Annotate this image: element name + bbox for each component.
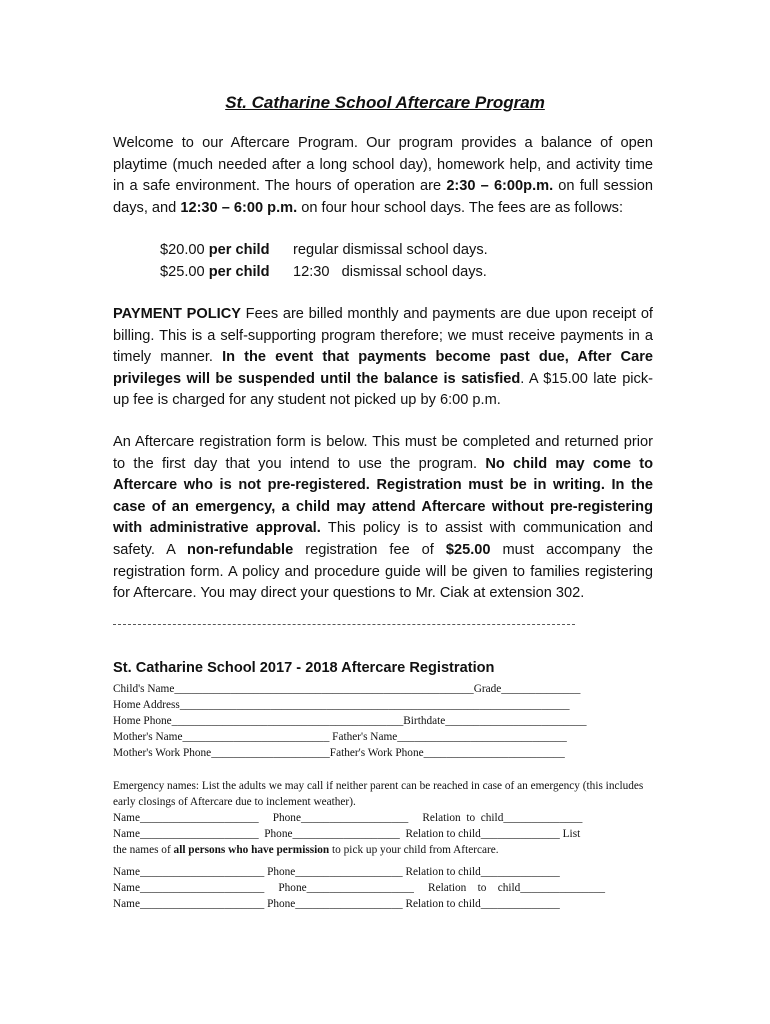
registration-form [113,681,658,912]
form-field-line[interactable]: Home Address_____________________________________________________________________ [113,699,570,711]
full-session-hours: 2:30 – 6:00p.m. [446,178,554,195]
form-field-line[interactable]: Mother's Name__________________________ Father's Name______________________________ [113,731,567,743]
cut-line-divider [113,624,575,625]
fee-amount: $20.00 per child [160,242,270,258]
pickup-person-line[interactable]: Name______________________ Phone___________________ Relation to child______________ [113,866,560,878]
fee-list [160,239,488,283]
pickup-person-line[interactable]: Name______________________ Phone___________________ Relation to child_______________ [113,882,606,894]
payment-policy-paragraph: PAYMENT POLICY Fees are billed monthly and payments are due upon receipt of billing. This is a self-supporting program therefore; we must receive payments in a timely manner. In the event that payments become past due, After Care privileges will be suspended until the balance is satisfied. A $15.00 late pick-up fee is charged for any student not picked up by 6:00 p.m. [113,306,654,409]
emergency-note: Emergency names: List the adults we may call if neither parent can be reached in case of an emergency (this includes early closings of Aftercare due to inclement weather). [113,780,644,808]
half-day-hours: 12:30 – 6:00 p.m. [180,199,298,216]
form-field-line[interactable]: Home Phone_________________________________________Birthdate_________________________ [113,715,587,727]
payment-policy-heading: PAYMENT POLICY [113,306,241,322]
intro-paragraph: Welcome to our Aftercare Program. Our program provides a balance of open playtime (much needed after a long school day), homework help, and activity time in a safe environment. The hours of operation are 2:30 – 6:00p.m. on full session days, and 12:30 – 6:00 p.m. on four hour school days. The fees are as follows: [113,135,653,216]
fee-row [160,239,488,261]
registration-info-paragraph: An Aftercare registration form is below. This must be completed and returned prior to the first day that you intend to use the program. No child may come to Aftercare who is not pre-registered. Registration must be in writing. In the case of an emergency, a child may attend Aftercare without pre-registering with administrative approval. This policy is to assist with communication and safety. A non-refundable registration fee of $25.00 must accompany the registration form. A policy and procedure guide will be given to families registering for Aftercare. You may direct your questions to Mr. Ciak at extension 302. [113,434,653,602]
registration-form-title: St. Catharine School 2017 - 2018 Aftercare Registration [113,660,495,676]
fee-description: 12:30 dismissal school days. [293,264,487,280]
fee-description: regular dismissal school days. [293,242,488,258]
emergency-contact-line[interactable]: Name_____________________ Phone___________________ Relation to child______________ [113,812,583,824]
form-field-line[interactable]: Child's Name_____________________________________________________Grade______________ [113,683,581,695]
emergency-contact-line[interactable]: Name_____________________ Phone___________________ Relation to child______________ List [113,828,581,840]
fee-amount: $25.00 per child [160,264,270,280]
form-field-line[interactable]: Mother's Work Phone_____________________Father's Work Phone_________________________ [113,747,565,759]
pickup-person-line[interactable]: Name______________________ Phone___________________ Relation to child______________ [113,898,560,910]
page-title: St. Catharine School Aftercare Program [225,93,545,112]
fee-row [160,261,488,283]
pickup-note: the names of all persons who have permission to pick up your child from Aftercare. [113,844,499,856]
